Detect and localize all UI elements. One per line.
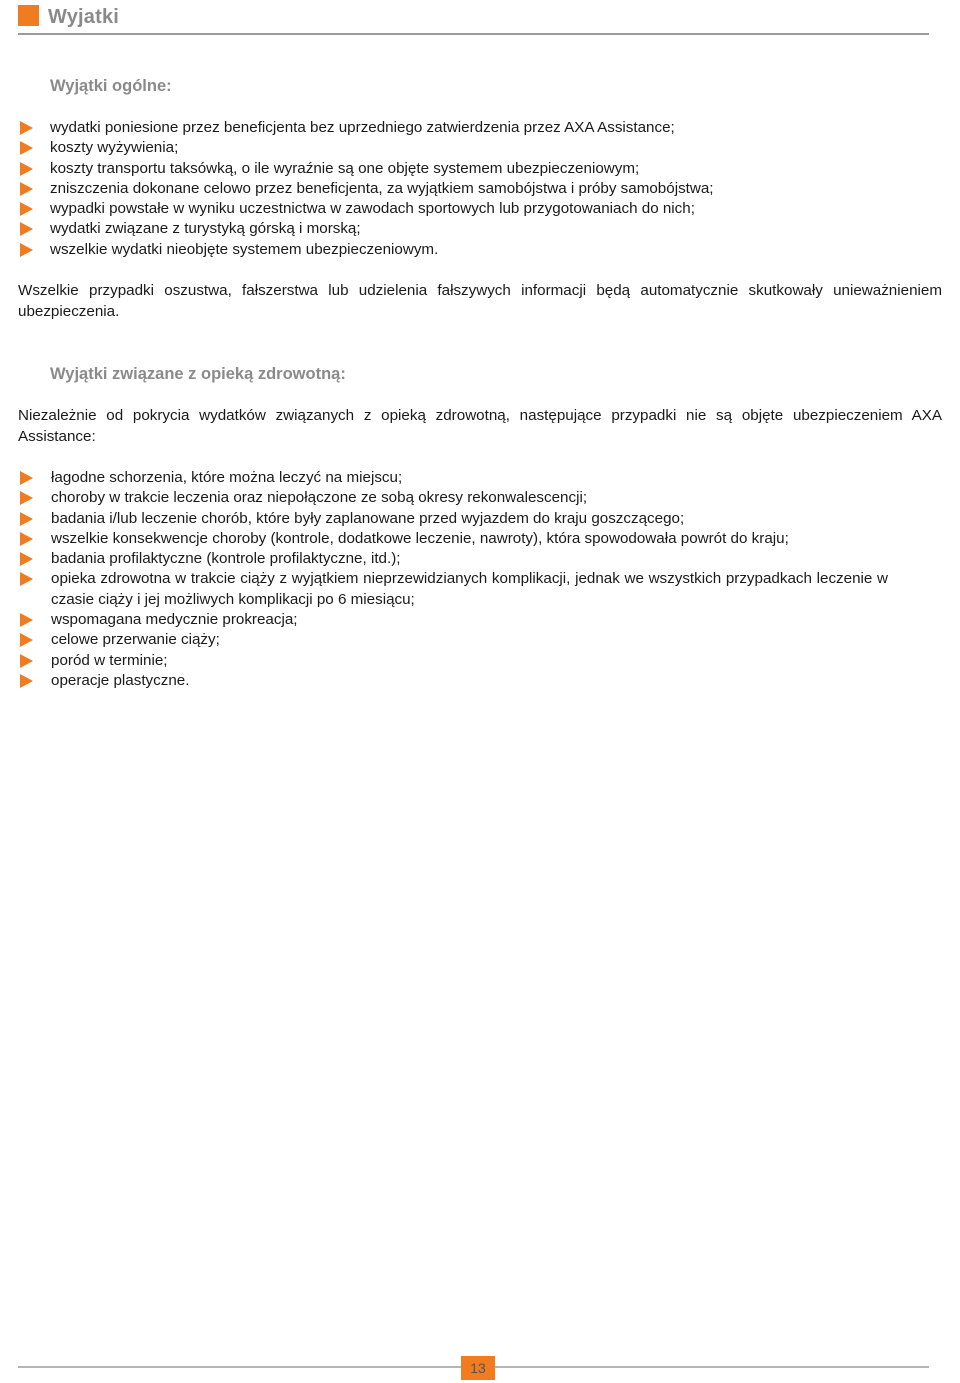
- page-title: Wyjatki: [48, 6, 120, 28]
- bullet-arrow-icon: [20, 471, 33, 485]
- bullet-arrow-icon: [20, 162, 33, 176]
- list-item: badania profilaktyczne (kontrole profilaktyczne, itd.);: [18, 549, 928, 569]
- list-item: koszty transportu taksówką, o ile wyraźnie są one objęte systemem ubezpieczeniowym;: [18, 159, 928, 179]
- header-accent-square: [18, 5, 39, 26]
- bullet-arrow-icon: [20, 633, 33, 647]
- list-item: badania i/lub leczenie chorób, które były zaplanowane przed wyjazdem do kraju goszczącego;: [18, 509, 928, 529]
- list-item: wszelkie wydatki nieobjęte systemem ubezpieczeniowym.: [18, 240, 928, 260]
- list-item: wydatki związane z turystyką górską i morską;: [18, 219, 928, 239]
- list-item: operacje plastyczne.: [18, 671, 928, 691]
- list-item: choroby w trakcie leczenia oraz niepołączone ze sobą okresy rekonwalescencji;: [18, 488, 928, 508]
- list-item: wypadki powstałe w wyniku uczestnictwa w zawodach sportowych lub przygotowaniach do nich;: [18, 199, 928, 219]
- list-item: opieka zdrowotna w trakcie ciąży z wyjątkiem nieprzewidzianych komplikacji, jednak we wszystkich przypadkach leczenie w czasie ciąży i jej możliwych komplikacji po 6 miesiącu;: [18, 569, 928, 610]
- general-exclusions-list: [18, 118, 928, 260]
- bullet-arrow-icon: [20, 532, 33, 546]
- bullet-arrow-icon: [20, 552, 33, 566]
- list-item: celowe przerwanie ciąży;: [18, 630, 928, 650]
- page-number: 13: [470, 1360, 486, 1376]
- health-intro: Niezależnie od pokrycia wydatków związanych z opieką zdrowotną, następujące przypadki nie są objęte ubezpieczeniem AXA Assistance:: [18, 407, 942, 445]
- bullet-arrow-icon: [20, 182, 33, 196]
- section-title-health: Wyjątki związane z opieką zdrowotną:: [50, 365, 346, 383]
- page-header: [18, 3, 929, 35]
- bullet-arrow-icon: [20, 512, 33, 526]
- bullet-arrow-icon: [20, 202, 33, 216]
- bullet-arrow-icon: [20, 243, 33, 257]
- list-item: poród w terminie;: [18, 651, 928, 671]
- bullet-arrow-icon: [20, 121, 33, 135]
- list-item: wydatki poniesione przez beneficjenta bez uprzedniego zatwierdzenia przez AXA Assistance;: [18, 118, 928, 138]
- list-item: wszelkie konsekwencje choroby (kontrole, dodatkowe leczenie, nawroty), która spowodowała powrót do kraju;: [18, 529, 928, 549]
- bullet-arrow-icon: [20, 674, 33, 688]
- bullet-arrow-icon: [20, 654, 33, 668]
- bullet-arrow-icon: [20, 141, 33, 155]
- fraud-note: Wszelkie przypadki oszustwa, fałszerstwa lub udzielenia fałszywych informacji będą automatycznie skutkowały unieważnieniem ubezpieczenia.: [18, 282, 942, 320]
- bullet-arrow-icon: [20, 222, 33, 236]
- bullet-arrow-icon: [20, 572, 33, 586]
- bullet-arrow-icon: [20, 491, 33, 505]
- list-item: zniszczenia dokonane celowo przez beneficjenta, za wyjątkiem samobójstwa i próby samobójstwa;: [18, 179, 928, 199]
- list-item: koszty wyżywienia;: [18, 138, 928, 158]
- list-item: łagodne schorzenia, które można leczyć na miejscu;: [18, 468, 928, 488]
- section-title-general: Wyjątki ogólne:: [50, 77, 172, 95]
- health-exclusions-list: [18, 468, 928, 691]
- bullet-arrow-icon: [20, 613, 33, 627]
- list-item: wspomagana medycznie prokreacja;: [18, 610, 928, 630]
